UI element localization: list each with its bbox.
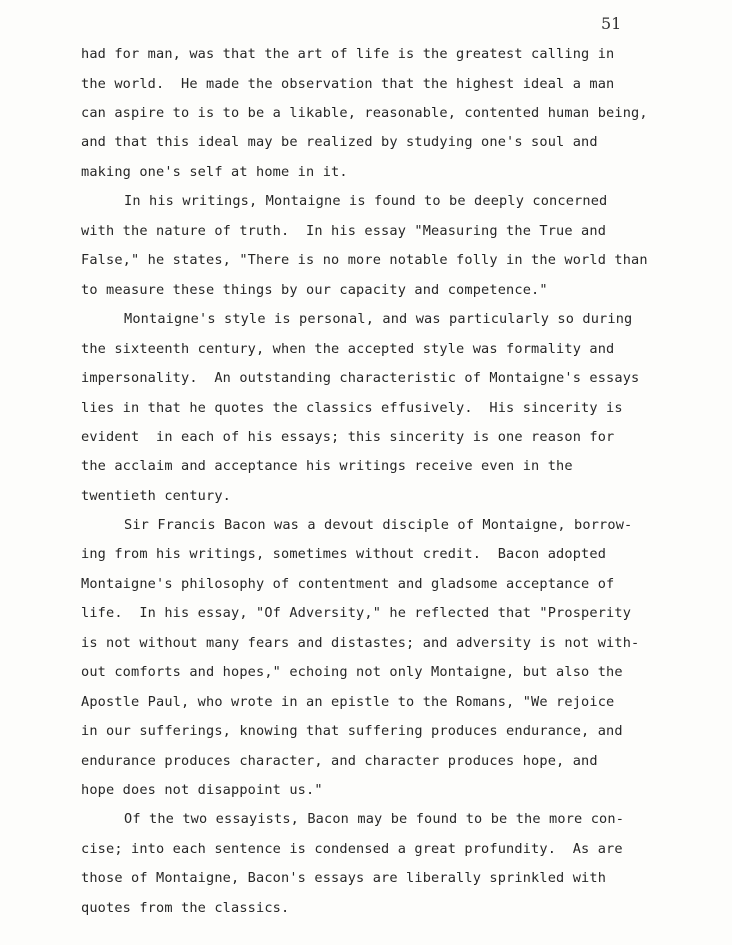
paragraph-first-line: Sir Francis Bacon was a devout disciple of Montaigne, borrow- bbox=[124, 517, 633, 533]
text-line: endurance produces character, and character produces hope, and bbox=[81, 753, 598, 769]
text-line: ing from his writings, sometimes without credit. Bacon adopted bbox=[81, 546, 607, 562]
text-line: lies in that he quotes the classics effusively. His sincerity is bbox=[81, 400, 623, 416]
paragraph-first-line: In his writings, Montaigne is found to be deeply concerned bbox=[124, 193, 608, 209]
text-line: quotes from the classics. bbox=[81, 900, 290, 916]
text-line: those of Montaigne, Bacon's essays are liberally sprinkled with bbox=[81, 870, 607, 886]
text-line: cise; into each sentence is condensed a great profundity. As are bbox=[81, 841, 623, 857]
text-line: making one's self at home in it. bbox=[81, 164, 348, 180]
text-line: to measure these things by our capacity and competence." bbox=[81, 282, 548, 298]
text-line: evident in each of his essays; this sincerity is one reason for bbox=[81, 429, 615, 445]
text-line: can aspire to is to be a likable, reasonable, contented human being, bbox=[81, 105, 648, 121]
text-line: the acclaim and acceptance his writings receive even in the bbox=[81, 458, 573, 474]
text-line: with the nature of truth. In his essay "Measuring the True and bbox=[81, 223, 607, 239]
text-line: had for man, was that the art of life is the greatest calling in bbox=[81, 46, 615, 62]
text-line: life. In his essay, "Of Adversity," he reflected that "Prosperity bbox=[81, 605, 632, 621]
text-line: impersonality. An outstanding characteristic of Montaigne's essays bbox=[81, 370, 640, 386]
text-line: the sixteenth century, when the accepted style was formality and bbox=[81, 341, 615, 357]
text-line: Montaigne's philosophy of contentment and gladsome acceptance of bbox=[81, 576, 615, 592]
page-number: 51 bbox=[601, 14, 622, 33]
text-line: twentieth century. bbox=[81, 488, 232, 504]
text-line: is not without many fears and distastes; and adversity is not with- bbox=[81, 635, 640, 651]
text-line: hope does not disappoint us." bbox=[81, 782, 323, 798]
text-line: in our sufferings, knowing that suffering produces endurance, and bbox=[81, 723, 623, 739]
text-line: the world. He made the observation that the highest ideal a man bbox=[81, 76, 615, 92]
paragraph-first-line: Montaigne's style is personal, and was particularly so during bbox=[124, 311, 633, 327]
paragraph-first-line: Of the two essayists, Bacon may be found to be the more con- bbox=[124, 811, 625, 827]
text-line: Apostle Paul, who wrote in an epistle to the Romans, "We rejoice bbox=[81, 694, 615, 710]
text-line: out comforts and hopes," echoing not only Montaigne, but also the bbox=[81, 664, 623, 680]
text-line: and that this ideal may be realized by studying one's soul and bbox=[81, 134, 598, 150]
text-line: False," he states, "There is no more notable folly in the world than bbox=[81, 252, 648, 268]
